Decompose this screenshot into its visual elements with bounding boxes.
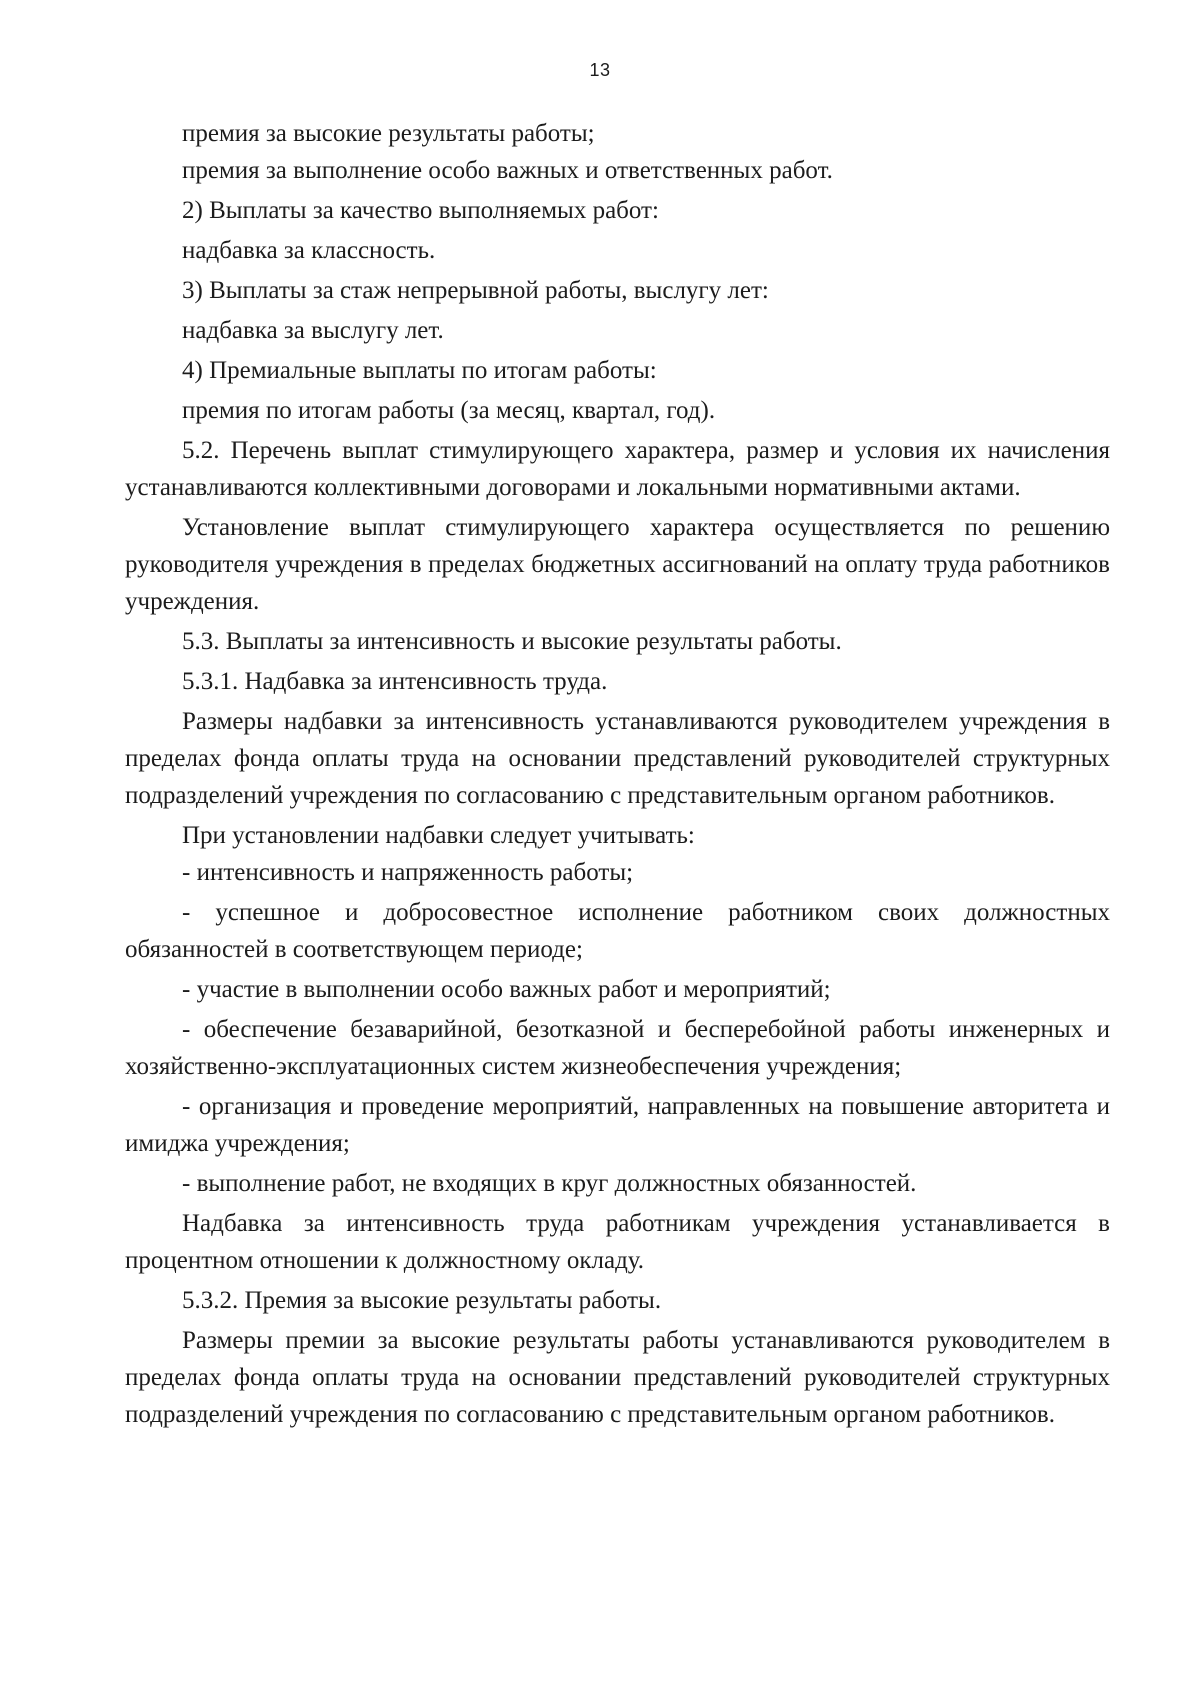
paragraph: 5.2. Перечень выплат стимулирующего характера, размер и условия их начисления устанавливаются коллективными договорами и локальными нормативными актами.: [125, 437, 1110, 501]
paragraph: Надбавка за интенсивность труда работникам учреждения устанавливается в процентном отношении к должностному окладу.: [125, 1210, 1110, 1274]
list-item: - интенсивность и напряженность работы;: [182, 859, 634, 886]
paragraph: Установление выплат стимулирующего характера осуществляется по решению руководителя учреждения в пределах бюджетных ассигнований на оплату труда работников учреждения.: [125, 514, 1110, 615]
paragraph: премия за выполнение особо важных и ответственных работ.: [182, 157, 833, 184]
section-heading: 5.3. Выплаты за интенсивность и высокие результаты работы.: [182, 628, 842, 655]
subsection-heading: 5.3.2. Премия за высокие результаты работы.: [182, 1287, 662, 1314]
document-body: [125, 115, 1110, 1433]
paragraph: надбавка за классность.: [182, 237, 436, 264]
page-number: 13: [589, 60, 611, 80]
paragraph: Размеры надбавки за интенсивность устанавливаются руководителем учреждения в пределах фонда оплаты труда на основании представлений руководителей структурных подразделений учреждения по согласованию с представительным органом работников.: [125, 708, 1110, 809]
list-item: - организация и проведение мероприятий, направленных на повышение авторитета и имиджа учреждения;: [125, 1093, 1110, 1157]
paragraph: премия за высокие результаты работы;: [182, 120, 595, 147]
paragraph: 3) Выплаты за стаж непрерывной работы, выслугу лет:: [182, 277, 769, 304]
subsection-heading: 5.3.1. Надбавка за интенсивность труда.: [182, 668, 608, 695]
list-item: - успешное и добросовестное исполнение работником своих должностных обязанностей в соответствующем периоде;: [125, 899, 1110, 963]
list-item: - выполнение работ, не входящих в круг должностных обязанностей.: [182, 1170, 917, 1197]
list-item: - участие в выполнении особо важных работ и мероприятий;: [182, 976, 831, 1003]
paragraph: При установлении надбавки следует учитывать:: [182, 822, 695, 849]
paragraph: премия по итогам работы (за месяц, квартал, год).: [182, 397, 716, 424]
paragraph: надбавка за выслугу лет.: [182, 317, 444, 344]
paragraph: 4) Премиальные выплаты по итогам работы:: [182, 357, 657, 384]
list-item: - обеспечение безаварийной, безотказной и бесперебойной работы инженерных и хозяйственно-эксплуатационных систем жизнеобеспечения учреждения;: [125, 1016, 1110, 1080]
paragraph: Размеры премии за высокие результаты работы устанавливаются руководителем в пределах фонда оплаты труда на основании представлений руководителей структурных подразделений учреждения по согласованию с представительным органом работников.: [125, 1327, 1110, 1428]
paragraph: 2) Выплаты за качество выполняемых работ:: [182, 197, 659, 224]
